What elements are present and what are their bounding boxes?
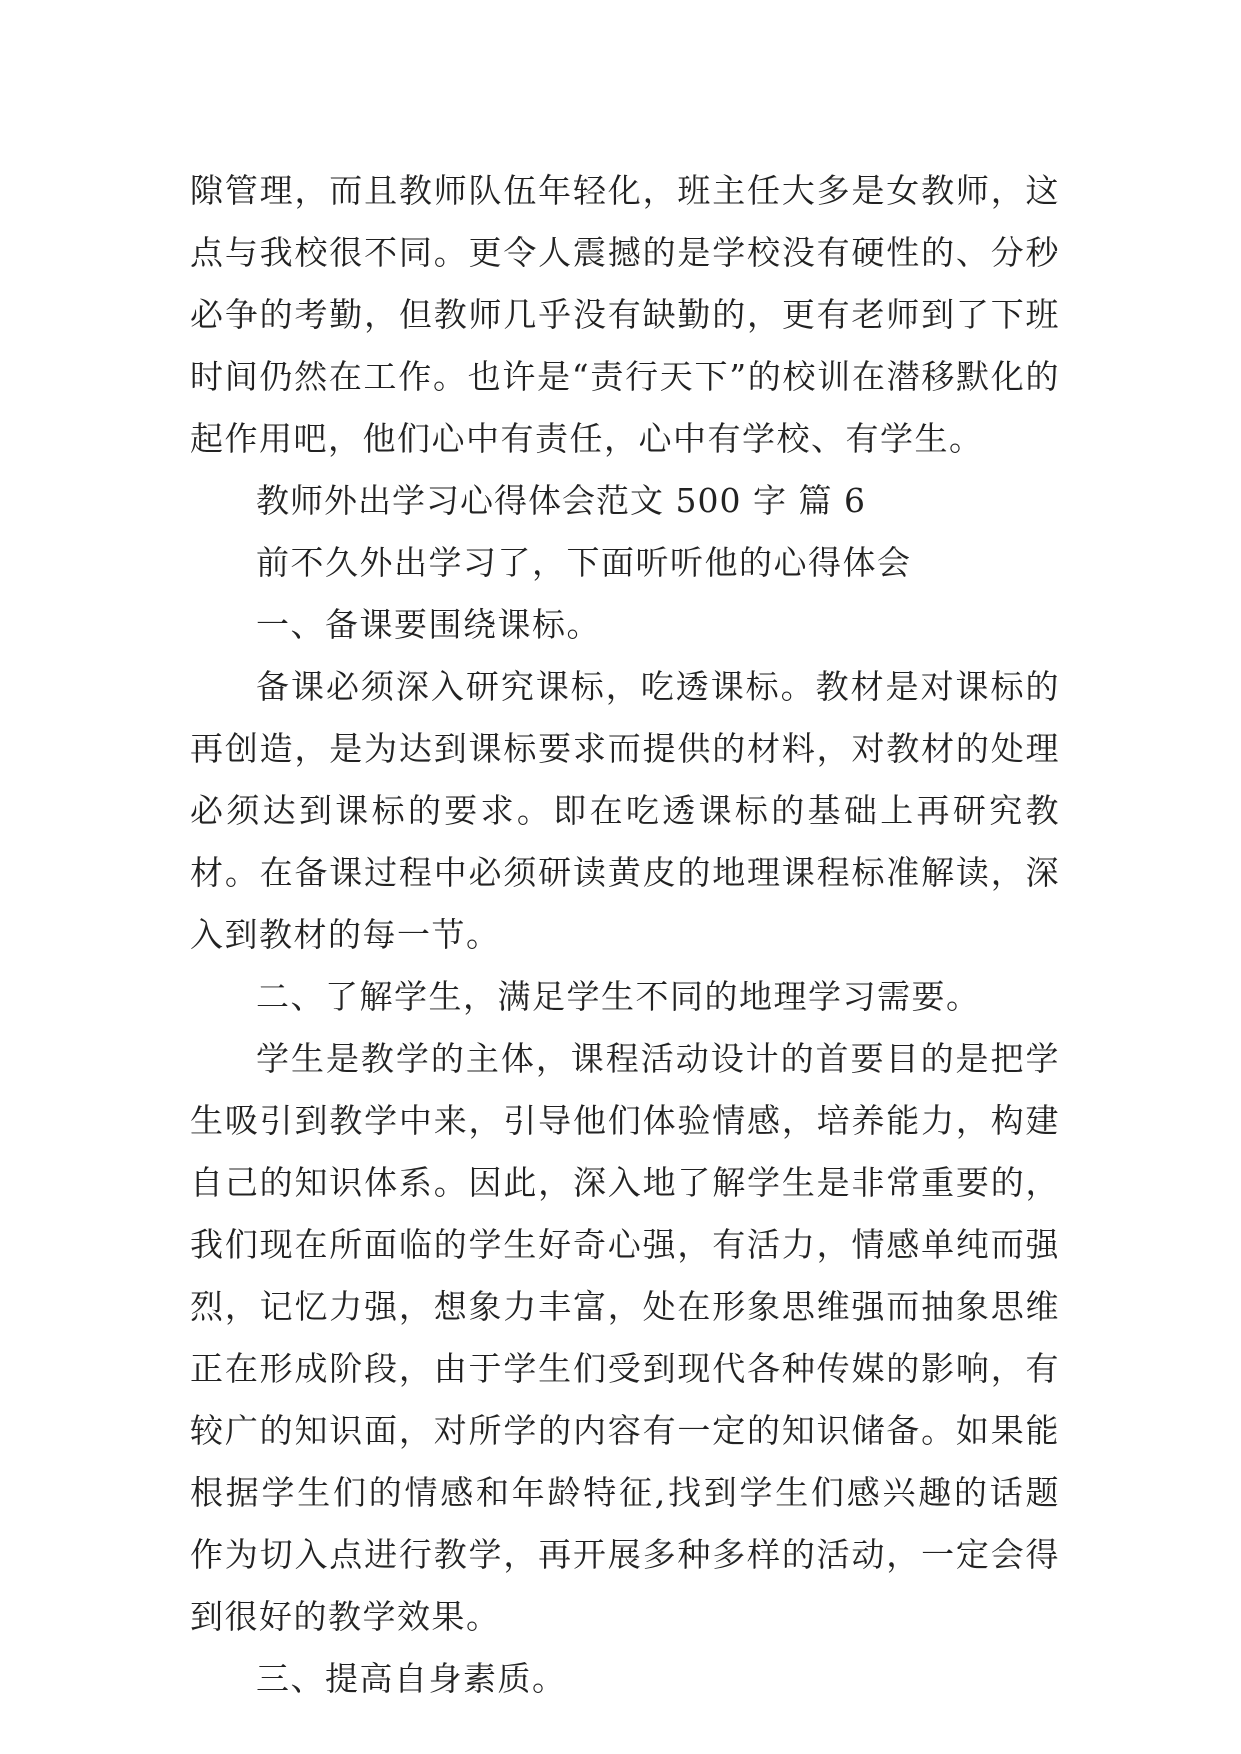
- paragraph-students: 学生是教学的主体，课程活动设计的首要目的是把学生吸引到教学中来，引导他们体验情感，培养能力，构建自己的知识体系。因此，深入地了解学生是非常重要的，我们现在所面临的学生好奇心强，有活力，情感单纯而强烈，记忆力强，想象力丰富，处在形象思维强而抽象思维正在形成阶段，由于学生们受到现代各种传媒的影响，有较广的知识面，对所学的内容有一定的知识储备。如果能根据学生们的情感和年龄特征,找到学生们感兴趣的话题作为切入点进行教学，再开展多种多样的活动，一定会得到很好的教学效果。: [190, 1039, 1060, 1636]
- paragraph-continuation: 隙管理，而且教师队伍年轻化，班主任大多是女教师，这点与我校很不同。更令人震撼的是学校没有硬性的、分秒必争的考勤，但教师几乎没有缺勤的，更有老师到了下班时间仍然在工作。也许是“责行天下”的校训在潜移默化的起作用吧，他们心中有责任，心中有学校、有学生。: [190, 171, 1060, 458]
- intro-paragraph: 前不久外出学习了，下面听听他的心得体会: [256, 543, 912, 582]
- heading-three: 三、提高自身素质。: [256, 1659, 567, 1698]
- paragraph-lesson-prep: 备课必须深入研究课标，吃透课标。教材是对课标的再创造，是为达到课标要求而提供的材料，对教材的处理必须达到课标的要求。即在吃透课标的基础上再研究教材。在备课过程中必须研读黄皮的地理课程标准解读，深入到教材的每一节。: [190, 667, 1060, 954]
- heading-one: 一、备课要围绕课标。: [256, 605, 601, 644]
- heading-two: 二、了解学生，满足学生不同的地理学习需要。: [256, 977, 981, 1016]
- document-body: [190, 160, 1060, 1710]
- section-title: 教师外出学习心得体会范文 500 字 篇 6: [256, 481, 866, 520]
